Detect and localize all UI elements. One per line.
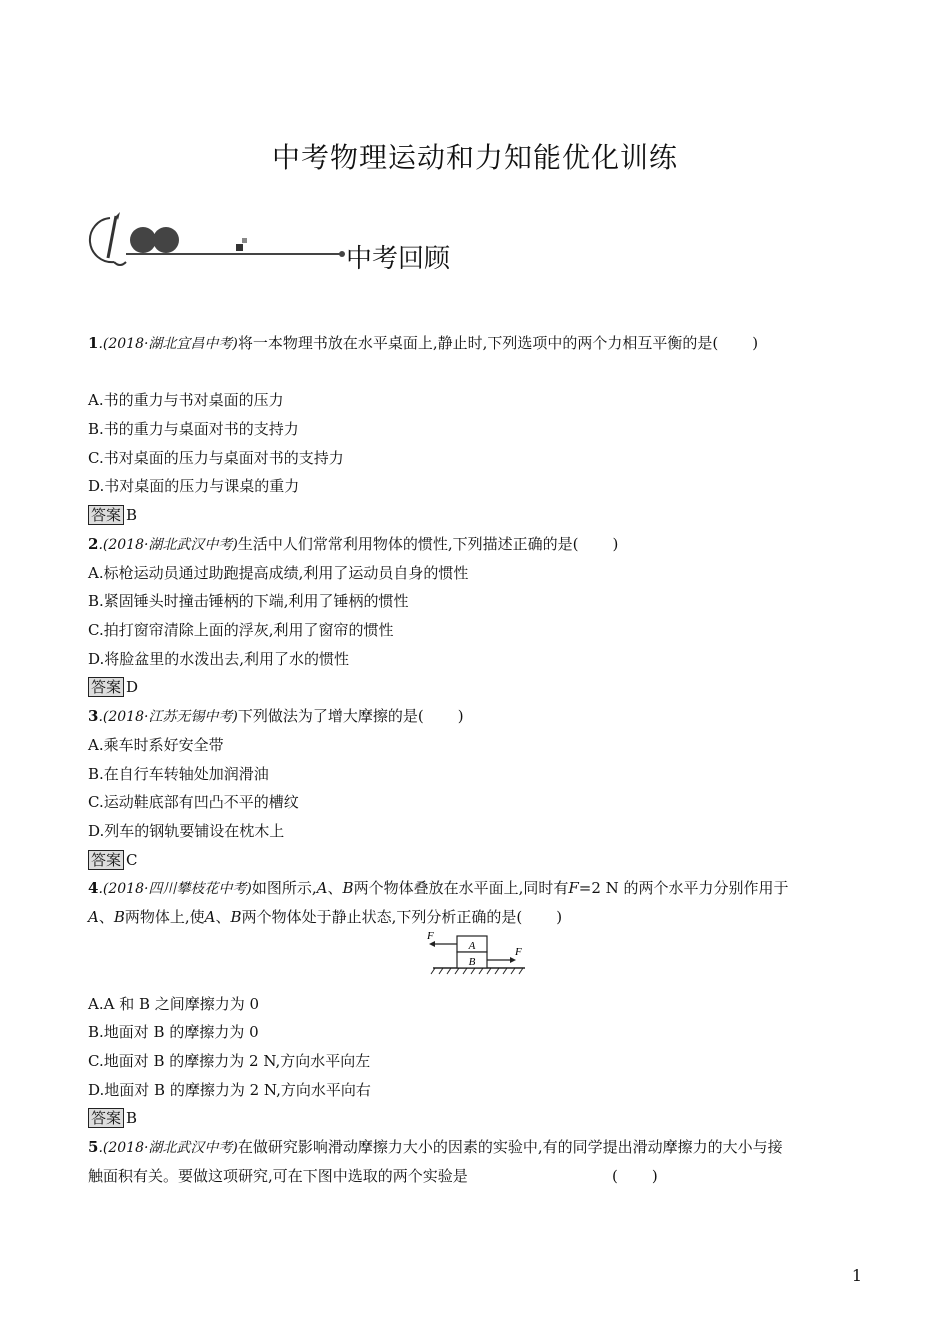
option-d: D.列车的钢轨要铺设在枕木上	[88, 822, 285, 840]
question-4-stem-line2: A、B两物体上,使A、B两个物体处于静止状态,下列分析正确的是( )	[88, 908, 563, 926]
question-number: 2	[88, 535, 99, 553]
answer-value: B	[126, 1109, 138, 1127]
option-d: D.地面对 B 的摩擦力为 2 N,方向水平向右	[88, 1081, 371, 1099]
option-c: C.运动鞋底部有凹凸不平的槽纹	[88, 793, 299, 811]
question-source: .(2018·江苏无锡中考)	[98, 709, 238, 725]
brush-decoration-icon	[86, 210, 346, 272]
answer-line	[88, 505, 137, 525]
answer-label: 答案	[88, 505, 124, 525]
option-c: C.地面对 B 的摩擦力为 2 N,方向水平向左	[88, 1052, 371, 1070]
answer-line	[88, 677, 138, 697]
option-a: A.标枪运动员通过助跑提高成绩,利用了运动员自身的惯性	[88, 564, 469, 582]
page-number: 1	[851, 1266, 862, 1285]
question-number: 3	[88, 707, 99, 725]
question-2-stem: 2.(2018·湖北武汉中考)生活中人们常常利用物体的惯性,下列描述正确的是( )	[88, 535, 619, 553]
question-1-stem: 1.(2018·湖北宜昌中考)将一本物理书放在水平桌面上,静止时,下列选项中的两个力相互平衡的是( )	[88, 334, 759, 352]
question-source: .(2018·湖北武汉中考)	[98, 1140, 238, 1156]
answer-label: 答案	[88, 850, 124, 870]
answer-value: B	[126, 506, 138, 524]
question-source: .(2018·四川攀枝花中考)	[98, 881, 252, 897]
option-d: D.将脸盆里的水泼出去,利用了水的惯性	[88, 650, 350, 668]
option-d: D.书对桌面的压力与课桌的重力	[88, 477, 300, 495]
section-title: 中考回顾	[346, 244, 451, 274]
question-number: 1	[88, 334, 99, 352]
force-left-label: F	[427, 930, 434, 942]
force-right-label: F	[515, 946, 522, 958]
option-c: C.书对桌面的压力与桌面对书的支持力	[88, 449, 344, 467]
option-a: A.书的重力与书对桌面的压力	[88, 391, 284, 409]
option-b: B.在自行车转轴处加润滑油	[88, 765, 269, 783]
question-text: 下列做法为了增大摩擦的是(	[237, 707, 424, 725]
answer-paren: ( )	[612, 1167, 658, 1185]
question-source: .(2018·湖北武汉中考)	[98, 537, 238, 553]
block-a-label: A	[468, 940, 476, 952]
option-a: A.乘车时系好安全带	[88, 736, 224, 754]
question-5-stem-line1: 5.(2018·湖北武汉中考)在做研究影响滑动摩擦力大小的因素的实验中,有的同学提出滑动摩擦力的大小与接	[88, 1138, 783, 1156]
question-5-stem-line2: 触面积有关。要做这项研究,可在下图中选取的两个实验是	[88, 1167, 468, 1185]
blocks-figure	[425, 928, 535, 976]
option-a: A.A 和 B 之间摩擦力为 0	[88, 995, 260, 1013]
question-number: 4	[88, 879, 99, 897]
answer-value: C	[126, 851, 138, 869]
option-b: B.地面对 B 的摩擦力为 0	[88, 1023, 259, 1041]
answer-label: 答案	[88, 1108, 124, 1128]
question-number: 5	[88, 1138, 99, 1156]
question-text: 将一本物理书放在水平桌面上,静止时,下列选项中的两个力相互平衡的是(	[237, 334, 719, 352]
question-3-stem: 3.(2018·江苏无锡中考)下列做法为了增大摩擦的是( )	[88, 707, 464, 725]
block-b-label: B	[468, 956, 476, 968]
answer-line	[88, 1108, 137, 1128]
page-title: 中考物理运动和力知能优化训练	[271, 141, 678, 174]
section-header	[86, 210, 506, 272]
option-b: B.紧固锤头时撞击锤柄的下端,利用了锤柄的惯性	[88, 592, 409, 610]
question-source: .(2018·湖北宜昌中考)	[98, 336, 238, 352]
answer-value: D	[126, 678, 139, 696]
option-c: C.拍打窗帘清除上面的浮灰,利用了窗帘的惯性	[88, 621, 394, 639]
question-4-stem-line1: 4.(2018·四川攀枝花中考)如图所示,A、B两个物体叠放在水平面上,同时有F=2 N 的两个水平力分别作用于	[88, 879, 789, 897]
option-b: B.书的重力与桌面对书的支持力	[88, 420, 299, 438]
answer-line	[88, 850, 138, 870]
question-text: 生活中人们常常利用物体的惯性,下列描述正确的是(	[237, 535, 579, 553]
answer-label: 答案	[88, 677, 124, 697]
